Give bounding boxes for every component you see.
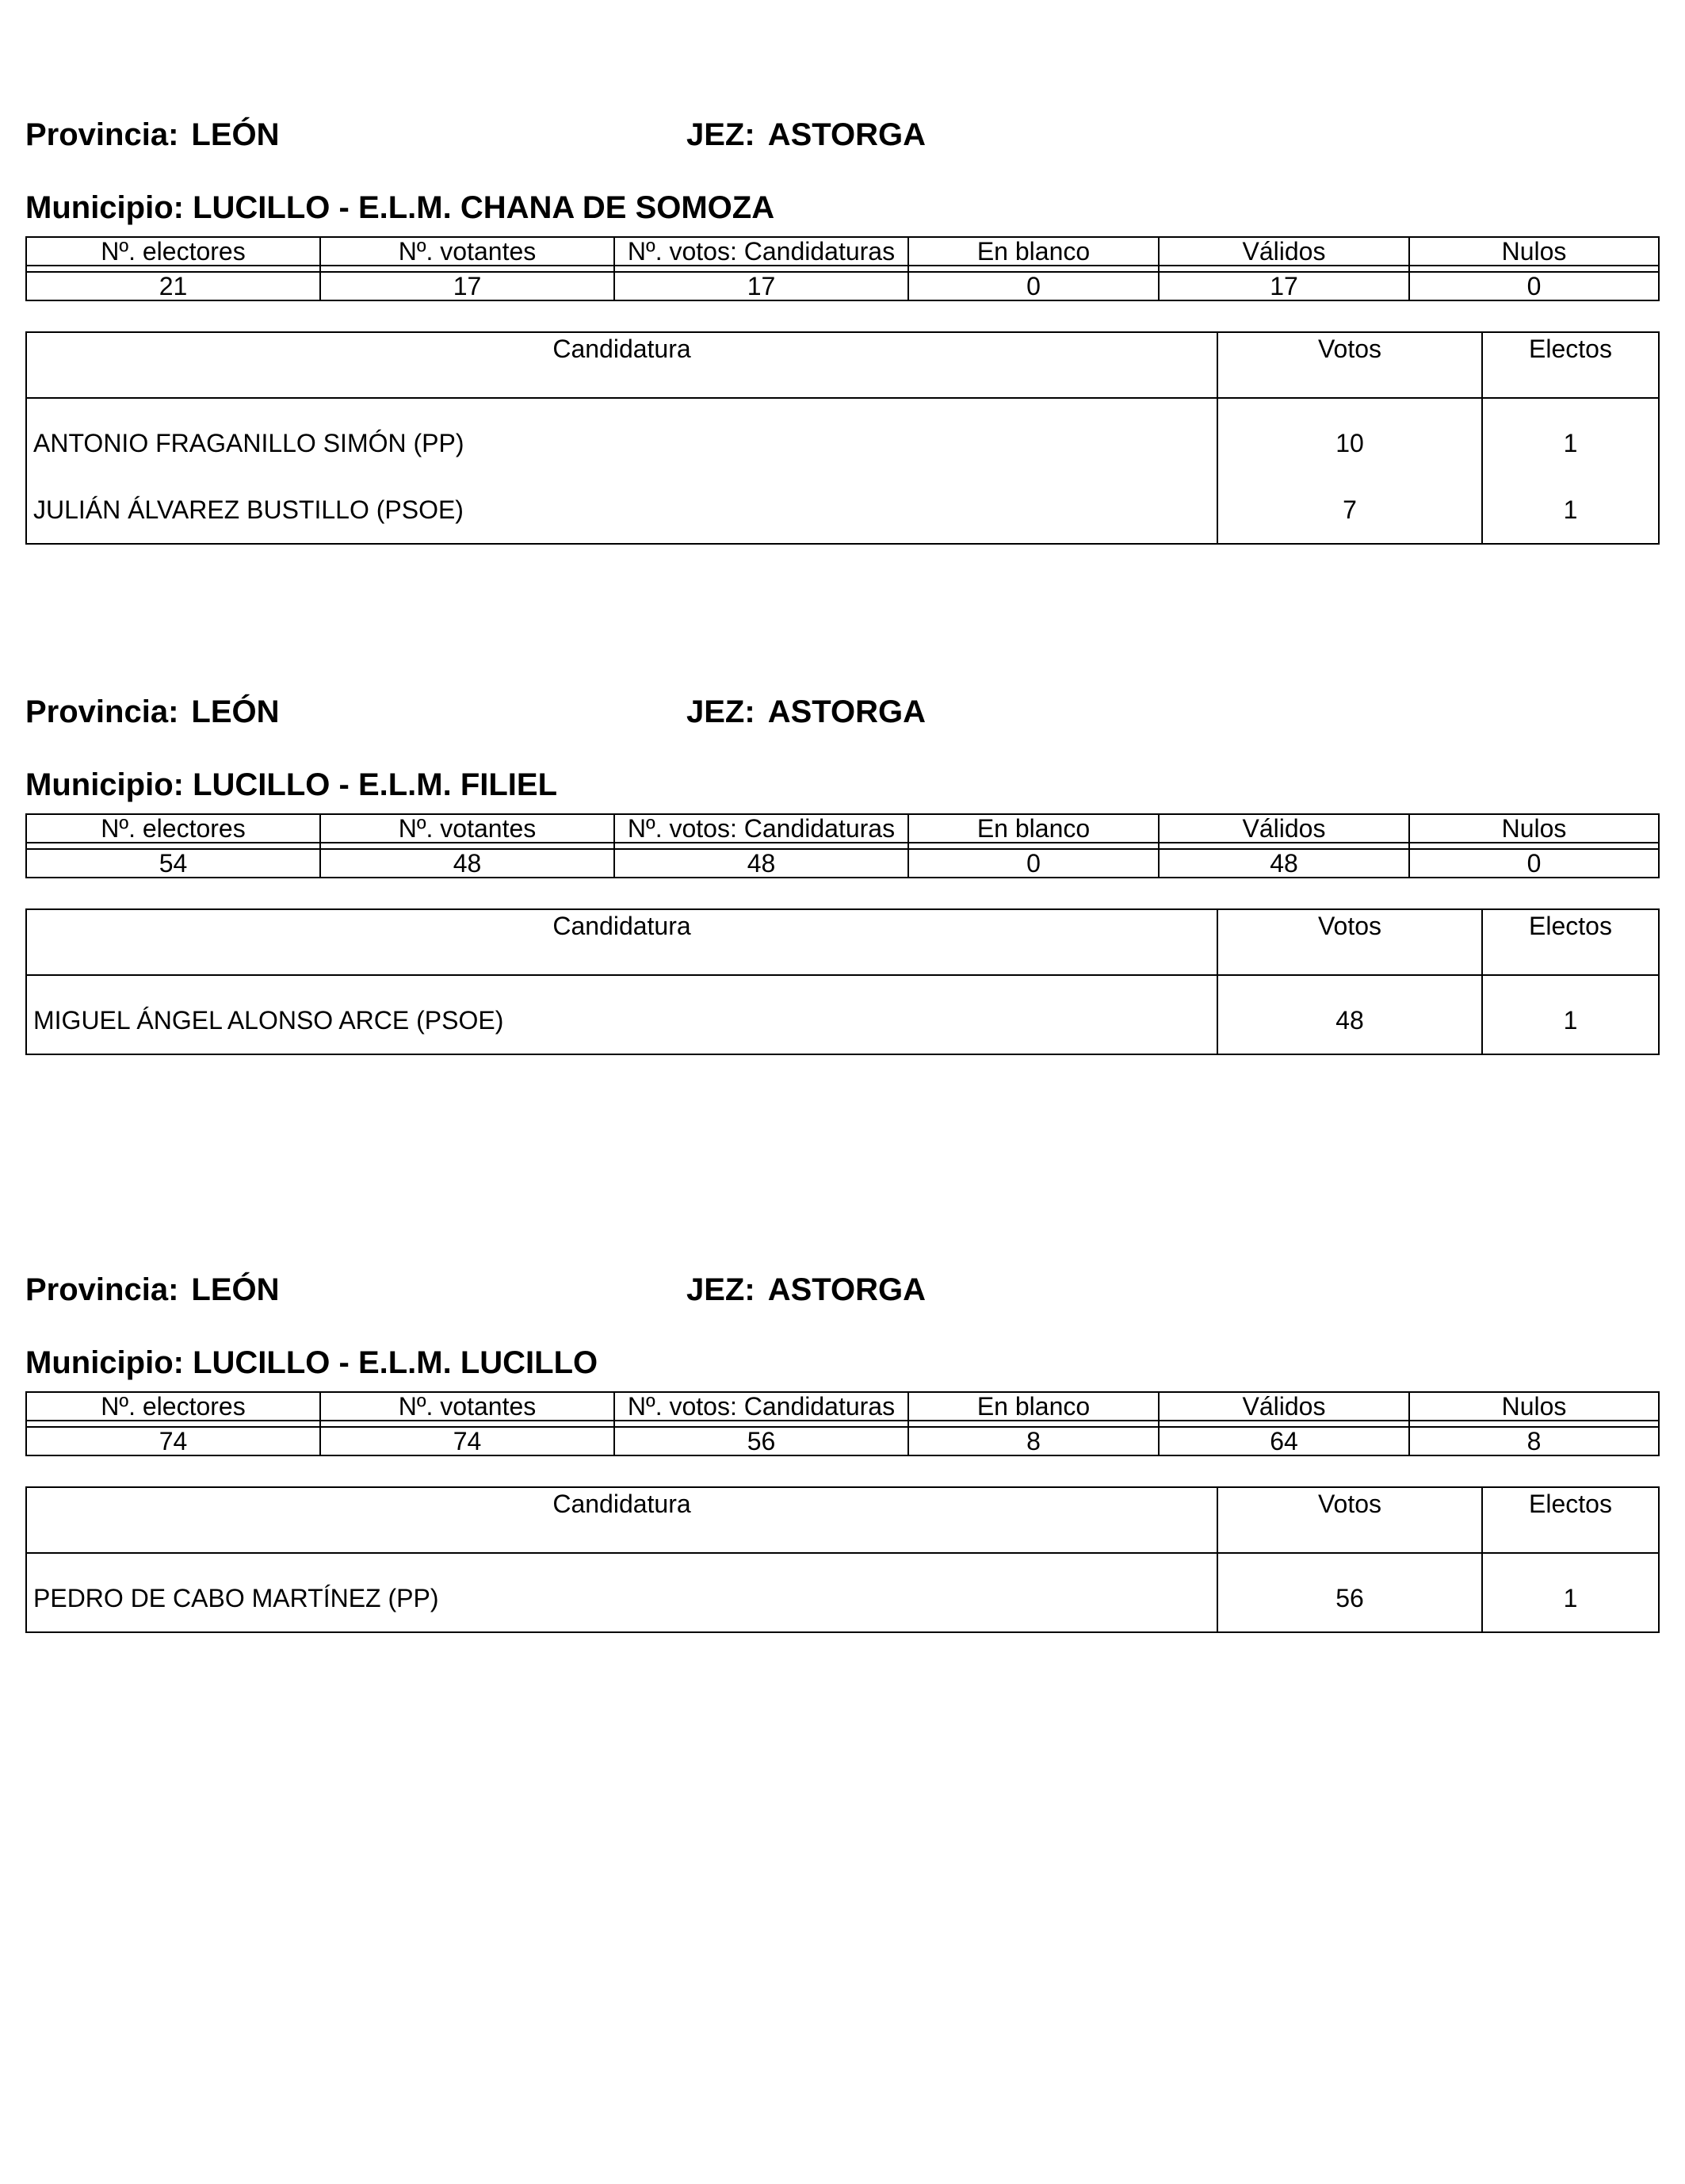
municipio-value: LUCILLO - E.L.M. CHANA DE SOMOZA bbox=[193, 190, 775, 225]
candidatura-header: Candidatura bbox=[26, 909, 1217, 975]
candidate-votos: 10 bbox=[1217, 398, 1482, 476]
municipio-label: Municipio: bbox=[25, 767, 184, 802]
jez-label: JEZ: bbox=[686, 694, 755, 729]
summary-header: Nulos bbox=[1409, 237, 1659, 266]
summary-header-row bbox=[26, 237, 1659, 266]
summary-value: 17 bbox=[1159, 272, 1409, 300]
municipio-label: Municipio: bbox=[25, 1345, 184, 1380]
summary-table bbox=[25, 236, 1660, 301]
summary-value: 21 bbox=[26, 272, 320, 300]
candidates-table bbox=[25, 1486, 1660, 1633]
summary-header: Nº. electores bbox=[26, 237, 320, 266]
summary-header: En blanco bbox=[908, 814, 1159, 843]
header-row bbox=[25, 1266, 1658, 1314]
header-row bbox=[25, 111, 1658, 159]
summary-value: 0 bbox=[908, 272, 1159, 300]
summary-header: Nº. votos: Candidaturas bbox=[614, 814, 908, 843]
candidate-electos: 1 bbox=[1482, 975, 1659, 1054]
candidate-name: PEDRO DE CABO MARTÍNEZ (PP) bbox=[26, 1553, 1217, 1632]
summary-value: 0 bbox=[1409, 849, 1659, 878]
candidate-name: ANTONIO FRAGANILLO SIMÓN (PP) bbox=[26, 398, 1217, 476]
summary-value: 0 bbox=[908, 849, 1159, 878]
candidate-electos: 1 bbox=[1482, 1553, 1659, 1632]
electos-header: Electos bbox=[1482, 332, 1659, 398]
summary-value-row bbox=[26, 849, 1659, 878]
summary-value: 54 bbox=[26, 849, 320, 878]
summary-value: 8 bbox=[908, 1427, 1159, 1455]
summary-value: 48 bbox=[614, 849, 908, 878]
candidatura-header: Candidatura bbox=[26, 332, 1217, 398]
summary-header: Nº. votantes bbox=[320, 237, 614, 266]
summary-header: Nº. votos: Candidaturas bbox=[614, 237, 908, 266]
summary-value-row bbox=[26, 1427, 1659, 1455]
summary-header: Nº. electores bbox=[26, 1392, 320, 1421]
electos-header: Electos bbox=[1482, 1487, 1659, 1553]
summary-value: 64 bbox=[1159, 1427, 1409, 1455]
summary-header: En blanco bbox=[908, 1392, 1159, 1421]
summary-header: Nº. votantes bbox=[320, 1392, 614, 1421]
summary-value-row bbox=[26, 272, 1659, 300]
summary-header: Nulos bbox=[1409, 814, 1659, 843]
summary-header: Nulos bbox=[1409, 1392, 1659, 1421]
jez-value: ASTORGA bbox=[767, 117, 926, 152]
jez-value: ASTORGA bbox=[767, 694, 926, 729]
summary-value: 17 bbox=[614, 272, 908, 300]
summary-header-row bbox=[26, 1392, 1659, 1421]
provincia-label: Provincia: bbox=[25, 1272, 179, 1307]
candidate-name: JULIÁN ÁLVAREZ BUSTILLO (PSOE) bbox=[26, 476, 1217, 544]
summary-value: 48 bbox=[1159, 849, 1409, 878]
candidate-votos: 56 bbox=[1217, 1553, 1482, 1632]
candidate-row bbox=[26, 398, 1659, 476]
summary-header: Nº. votos: Candidaturas bbox=[614, 1392, 908, 1421]
provincia-label: Provincia: bbox=[25, 117, 179, 152]
votos-header: Votos bbox=[1217, 332, 1482, 398]
summary-table bbox=[25, 1391, 1660, 1456]
candidate-row bbox=[26, 975, 1659, 1054]
provincia-value: LEÓN bbox=[191, 117, 280, 152]
candidate-votos: 7 bbox=[1217, 476, 1482, 544]
header-row bbox=[25, 688, 1658, 736]
electos-header: Electos bbox=[1482, 909, 1659, 975]
summary-header: Válidos bbox=[1159, 814, 1409, 843]
candidatura-header: Candidatura bbox=[26, 1487, 1217, 1553]
candidate-electos: 1 bbox=[1482, 398, 1659, 476]
candidates-header-row bbox=[26, 1487, 1659, 1553]
jez-label: JEZ: bbox=[686, 117, 755, 152]
summary-value: 8 bbox=[1409, 1427, 1659, 1455]
summary-value: 56 bbox=[614, 1427, 908, 1455]
summary-value: 74 bbox=[320, 1427, 614, 1455]
summary-header: En blanco bbox=[908, 237, 1159, 266]
provincia-value: LEÓN bbox=[191, 694, 280, 729]
summary-value: 17 bbox=[320, 272, 614, 300]
summary-header: Nº. electores bbox=[26, 814, 320, 843]
candidates-table bbox=[25, 331, 1660, 545]
summary-value: 0 bbox=[1409, 272, 1659, 300]
summary-table bbox=[25, 813, 1660, 878]
candidates-table bbox=[25, 908, 1660, 1055]
candidate-name: MIGUEL ÁNGEL ALONSO ARCE (PSOE) bbox=[26, 975, 1217, 1054]
candidates-header-row bbox=[26, 909, 1659, 975]
municipio-heading bbox=[25, 1339, 598, 1387]
candidates-header-row bbox=[26, 332, 1659, 398]
summary-header: Válidos bbox=[1159, 237, 1409, 266]
candidate-row bbox=[26, 476, 1659, 544]
municipio-label: Municipio: bbox=[25, 190, 184, 225]
summary-header-row bbox=[26, 814, 1659, 843]
jez-value: ASTORGA bbox=[767, 1272, 926, 1307]
municipio-heading bbox=[25, 184, 774, 231]
candidate-row bbox=[26, 1553, 1659, 1632]
provincia-value: LEÓN bbox=[191, 1272, 280, 1307]
jez-label: JEZ: bbox=[686, 1272, 755, 1307]
candidate-votos: 48 bbox=[1217, 975, 1482, 1054]
summary-value: 48 bbox=[320, 849, 614, 878]
municipio-value: LUCILLO - E.L.M. LUCILLO bbox=[193, 1345, 598, 1380]
summary-header: Válidos bbox=[1159, 1392, 1409, 1421]
candidate-electos: 1 bbox=[1482, 476, 1659, 544]
votos-header: Votos bbox=[1217, 1487, 1482, 1553]
votos-header: Votos bbox=[1217, 909, 1482, 975]
provincia-label: Provincia: bbox=[25, 694, 179, 729]
municipio-value: LUCILLO - E.L.M. FILIEL bbox=[193, 767, 558, 802]
summary-header: Nº. votantes bbox=[320, 814, 614, 843]
municipio-heading bbox=[25, 761, 557, 809]
summary-value: 74 bbox=[26, 1427, 320, 1455]
